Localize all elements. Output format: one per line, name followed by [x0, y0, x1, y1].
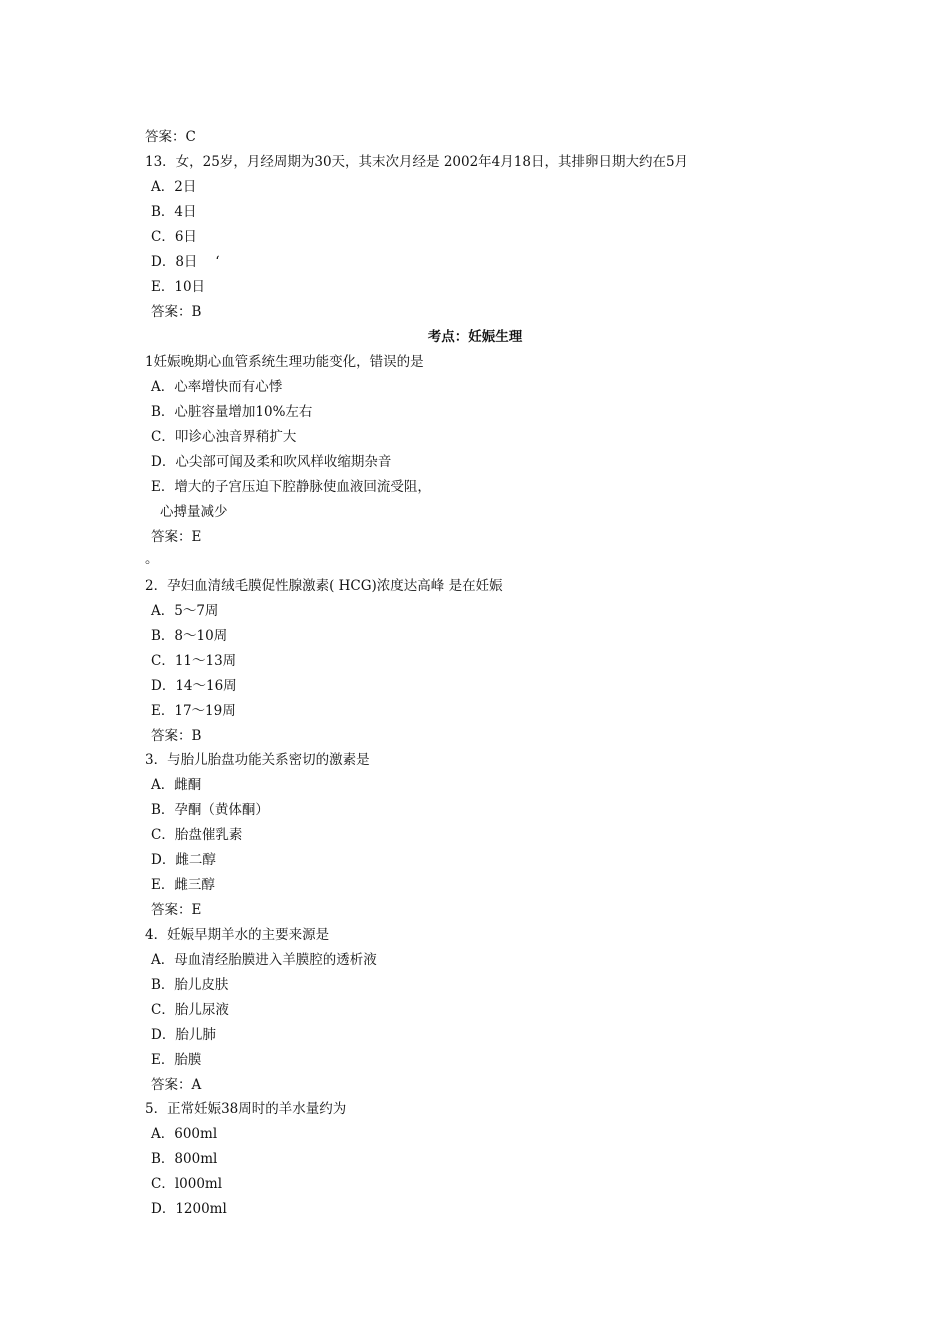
option-line: B．8～10周: [151, 628, 228, 644]
option-line: E．雌三醇: [151, 877, 215, 893]
option-line: B．胎儿皮肤: [151, 977, 229, 993]
option-line: B．孕酮（黄体酮）: [151, 802, 269, 818]
option-line: E．10日: [151, 279, 206, 295]
option-line: E．胎膜: [151, 1052, 202, 1068]
option-line: B．心脏容量增加10%左右: [151, 404, 313, 420]
section-heading: 考点：妊娠生理: [427, 329, 523, 345]
answer-line: 答案：A: [151, 1077, 202, 1093]
answer-line: 答案：B: [151, 304, 202, 320]
option-continuation: 心搏量减少: [160, 504, 228, 520]
question-5: 5．正常妊娠38周时的羊水量约为: [145, 1101, 347, 1117]
option-line: C．胎儿尿液: [151, 1002, 229, 1018]
option-line: A．600ml: [151, 1126, 218, 1142]
question-2: 2．孕妇血清绒毛膜促性腺激素( HCG)浓度达高峰 是在妊娠: [145, 578, 503, 594]
option-line: C．胎盘催乳素: [151, 827, 243, 843]
stray-mark: 。: [145, 551, 159, 567]
option-line: C．l000ml: [151, 1176, 223, 1192]
option-line: A．2日: [151, 179, 197, 195]
question-3: 3．与胎儿胎盘功能关系密切的激素是: [145, 752, 370, 768]
option-line: C．6日: [151, 229, 197, 245]
option-line: D．心尖部可闻及柔和吹风样收缩期杂音: [151, 454, 392, 470]
question-13: 13．女，25岁，月经周期为30天，其末次月经是 2002年4月18日，其排卵日期大约在5月: [145, 154, 689, 170]
option-line: E．增大的子宫压迫下腔静脉使血液回流受阻，: [151, 479, 431, 495]
option-line: B．800ml: [151, 1151, 218, 1167]
option-line: A．心率增快而有心悸: [151, 379, 283, 395]
option-line: D．1200ml: [151, 1201, 227, 1217]
option-line: D．14～16周: [151, 678, 237, 694]
option-line: E．17～19周: [151, 703, 236, 719]
option-line: D．胎儿肺: [151, 1027, 216, 1043]
option-line: A．雌酮: [151, 777, 202, 793]
answer-line: 答案：E: [151, 529, 202, 545]
answer-line: 答案：B: [151, 728, 202, 744]
question-1: 1妊娠晚期心血管系统生理功能变化，错误的是: [145, 354, 424, 370]
answer-line: 答案：C: [145, 129, 196, 145]
question-4: 4．妊娠早期羊水的主要来源是: [145, 927, 330, 943]
option-line: B．4日: [151, 204, 197, 220]
answer-line: 答案：E: [151, 902, 202, 918]
option-line: A．5～7周: [151, 603, 219, 619]
option-line: C．叩诊心浊音界稍扩大: [151, 429, 297, 445]
option-line: D．雌二醇: [151, 852, 216, 868]
option-line: A．母血清经胎膜进入羊膜腔的透析液: [151, 952, 377, 968]
option-line: D．8日 ‘: [151, 254, 220, 270]
option-line: C．11～13周: [151, 653, 237, 669]
